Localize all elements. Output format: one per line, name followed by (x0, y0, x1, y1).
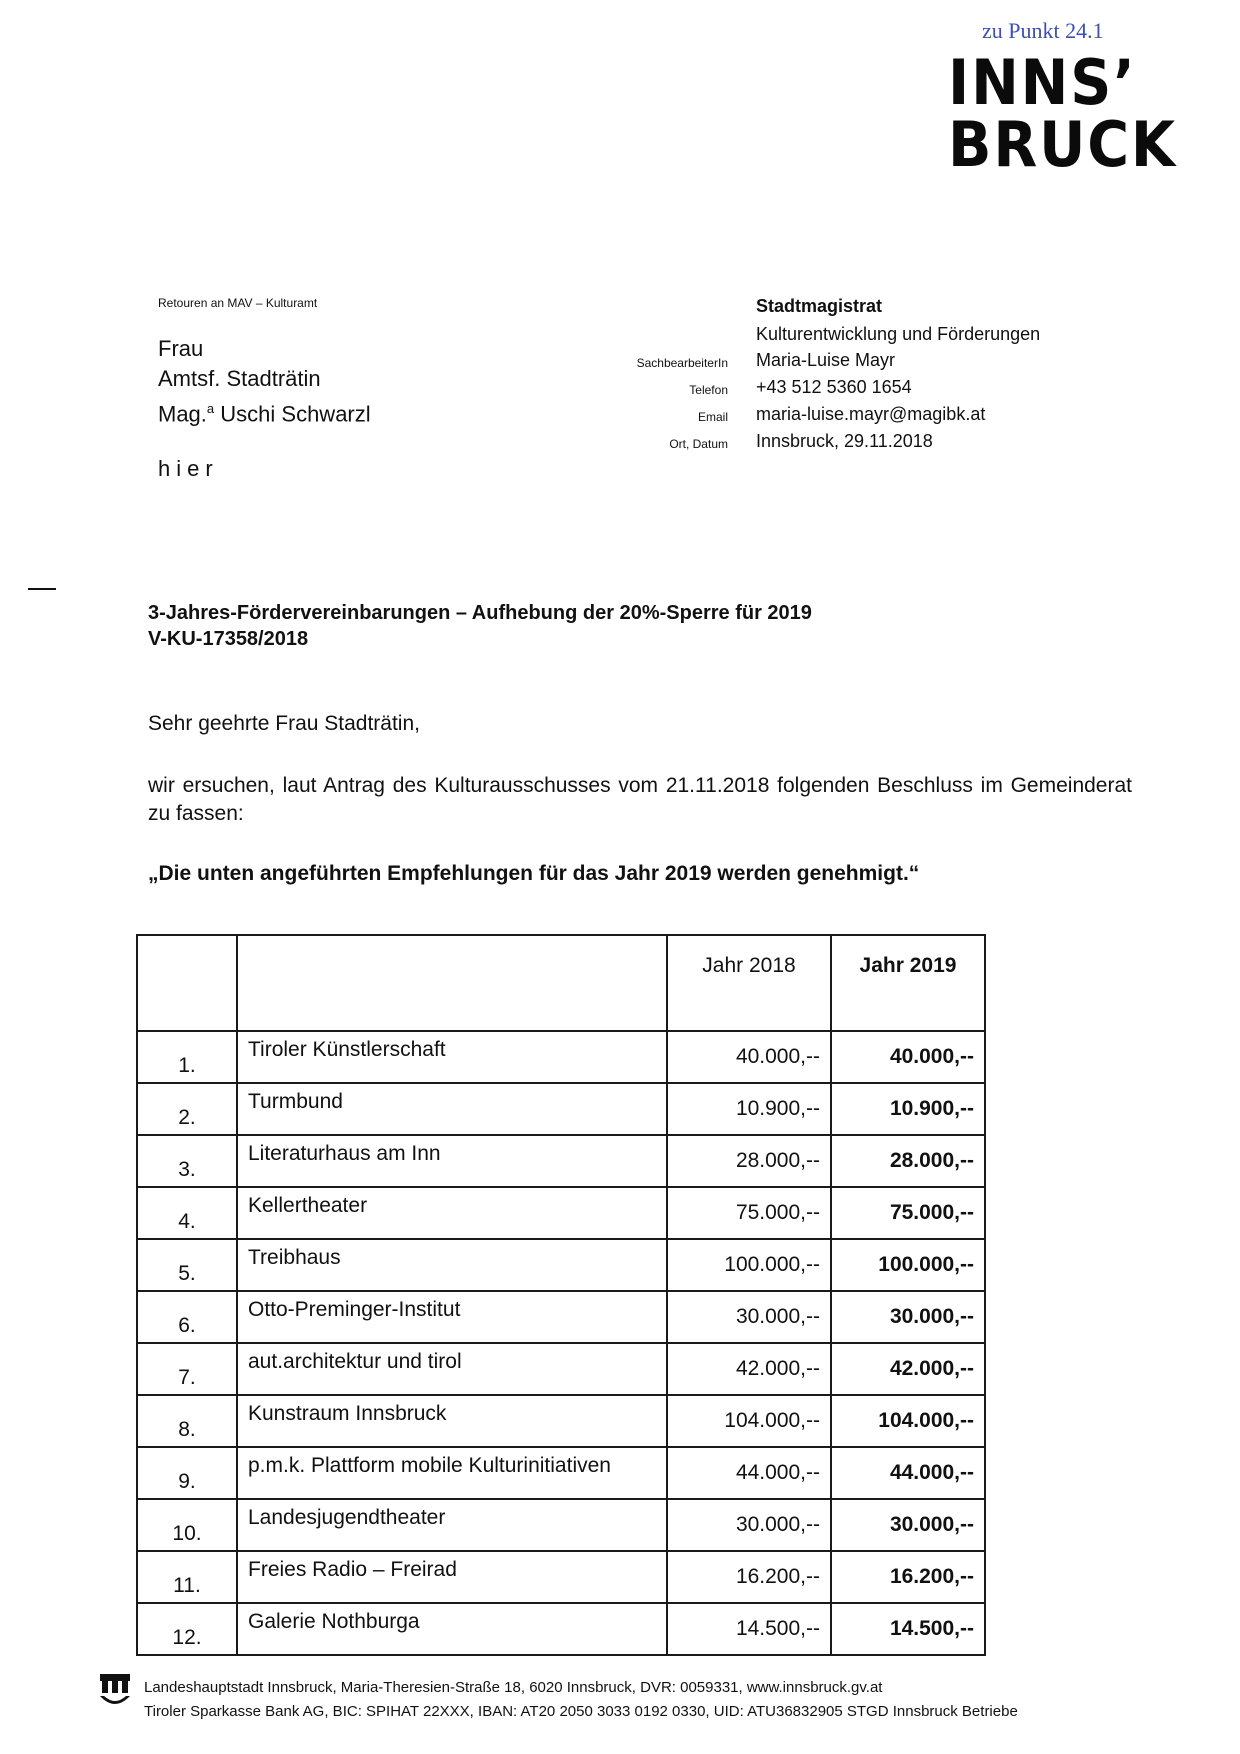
recipient-location: hier (158, 456, 219, 481)
field-label: Telefon (689, 383, 728, 397)
subject-line-2: V-KU-17358/2018 (148, 628, 309, 650)
field-label: SachbearbeiterIn (636, 356, 728, 370)
table-header-row (137, 935, 985, 1031)
logo-line-1: INNS’ (948, 46, 1137, 119)
table-row (137, 1031, 985, 1083)
recipient-line-3 (158, 394, 371, 429)
row-2018: 40.000,-- (667, 1031, 831, 1083)
field-label: Ort, Datum (669, 437, 728, 451)
body-paragraph: wir ersuchen, laut Antrag des Kulturausschusses vom 21.11.2018 folgenden Beschluss im Gemeinderat zu fassen: (148, 774, 1132, 825)
recipient-line-1: Frau (158, 336, 204, 361)
row-number: 2. (137, 1083, 237, 1135)
row-2018: 30.000,-- (667, 1499, 831, 1551)
row-2019: 75.000,-- (831, 1187, 985, 1239)
table-row (137, 1343, 985, 1395)
fold-mark (28, 588, 56, 590)
row-2018: 14.500,-- (667, 1603, 831, 1655)
row-name: Galerie Nothburga (237, 1603, 667, 1655)
row-2018: 30.000,-- (667, 1291, 831, 1343)
recipient-title: Mag. (158, 401, 207, 427)
return-address-line: Retouren an MAV – Kulturamt (158, 296, 318, 310)
row-number: 3. (137, 1135, 237, 1187)
row-number: 6. (137, 1291, 237, 1343)
subject (148, 600, 812, 652)
row-name: Kellertheater (237, 1187, 667, 1239)
row-2019: 44.000,-- (831, 1447, 985, 1499)
footer-line-2: Tiroler Sparkasse Bank AG, BIC: SPIHAT 22XXX, IBAN: AT20 2050 3033 0192 0330, UID: ATU36832905 STGD Innsbruck Betriebe (144, 1703, 1018, 1720)
row-name: p.m.k. Plattform mobile Kulturinitiativen (237, 1447, 667, 1499)
funding-table (136, 934, 986, 1656)
subject-line-1: 3-Jahres-Fördervereinbarungen – Aufhebung der 20%-Sperre für 2019 (148, 602, 812, 624)
row-2018: 75.000,-- (667, 1187, 831, 1239)
row-2018: 28.000,-- (667, 1135, 831, 1187)
row-2018: 42.000,-- (667, 1343, 831, 1395)
row-name: Freies Radio – Freirad (237, 1551, 667, 1603)
table-row (137, 1447, 985, 1499)
row-2018: 16.200,-- (667, 1551, 831, 1603)
row-2019: 42.000,-- (831, 1343, 985, 1395)
row-name: Otto-Preminger-Institut (237, 1291, 667, 1343)
table-row (137, 1395, 985, 1447)
field-label: Email (697, 410, 728, 424)
header-cell-2018: Jahr 2018 (667, 935, 831, 1031)
row-number: 10. (137, 1499, 237, 1551)
row-name: Literaturhaus am Inn (237, 1135, 667, 1187)
row-2019: 14.500,-- (831, 1603, 985, 1655)
row-2019: 104.000,-- (831, 1395, 985, 1447)
logo-line-2: BRUCK (948, 108, 1177, 181)
resolution-text: „Die unten angeführten Empfehlungen für das Jahr 2019 werden genehmigt.“ (148, 862, 920, 885)
table-row (137, 1499, 985, 1551)
row-number: 9. (137, 1447, 237, 1499)
recipient-address (158, 334, 371, 429)
table-row (137, 1551, 985, 1603)
row-name: aut.architektur und tirol (237, 1343, 667, 1395)
table-row (137, 1603, 985, 1655)
recipient-title-sup: a (206, 401, 215, 416)
row-name: Treibhaus (237, 1239, 667, 1291)
sender-department: Kulturentwicklung und Förderungen (756, 324, 1041, 344)
row-number: 4. (137, 1187, 237, 1239)
row-number: 11. (137, 1551, 237, 1603)
field-value: Maria-Luise Mayr (756, 350, 896, 370)
header-cell-num (137, 935, 237, 1031)
innsbruck-logo (948, 46, 1177, 181)
sender-title: Stadtmagistrat (756, 296, 883, 316)
field-value: Innsbruck, 29.11.2018 (756, 431, 933, 451)
row-name: Kunstraum Innsbruck (237, 1395, 667, 1447)
row-2019: 16.200,-- (831, 1551, 985, 1603)
row-2018: 10.900,-- (667, 1083, 831, 1135)
row-2019: 10.900,-- (831, 1083, 985, 1135)
header-cell-2019: Jahr 2019 (831, 935, 985, 1031)
row-number: 5. (137, 1239, 237, 1291)
table-row (137, 1135, 985, 1187)
row-name: Tiroler Künstlerschaft (237, 1031, 667, 1083)
field-value: maria-luise.mayr@magibk.at (756, 404, 986, 424)
row-2019: 30.000,-- (831, 1499, 985, 1551)
row-2019: 100.000,-- (831, 1239, 985, 1291)
row-2019: 30.000,-- (831, 1291, 985, 1343)
row-2018: 44.000,-- (667, 1447, 831, 1499)
row-number: 1. (137, 1031, 237, 1083)
city-crest-icon (98, 1672, 132, 1710)
row-number: 8. (137, 1395, 237, 1447)
row-2019: 40.000,-- (831, 1031, 985, 1083)
row-name: Landesjugendtheater (237, 1499, 667, 1551)
field-value: +43 512 5360 1654 (756, 377, 912, 397)
row-2018: 104.000,-- (667, 1395, 831, 1447)
table-row (137, 1187, 985, 1239)
row-2018: 100.000,-- (667, 1239, 831, 1291)
agenda-note: zu Punkt 24.1 (982, 18, 1104, 43)
row-number: 7. (137, 1343, 237, 1395)
salutation: Sehr geehrte Frau Stadträtin, (148, 712, 420, 735)
recipient-line-2: Amtsf. Stadträtin (158, 366, 321, 391)
header-cell-name (237, 935, 667, 1031)
table-row (137, 1239, 985, 1291)
recipient-name: Uschi Schwarzl (214, 401, 371, 427)
table-row (137, 1291, 985, 1343)
row-number: 12. (137, 1603, 237, 1655)
footer-line-1: Landeshauptstadt Innsbruck, Maria-Theresien-Straße 18, 6020 Innsbruck, DVR: 0059331, www.innsbruck.gv.at (144, 1679, 883, 1696)
row-name: Turmbund (237, 1083, 667, 1135)
table-row (137, 1083, 985, 1135)
footer (144, 1676, 1018, 1724)
row-2019: 28.000,-- (831, 1135, 985, 1187)
